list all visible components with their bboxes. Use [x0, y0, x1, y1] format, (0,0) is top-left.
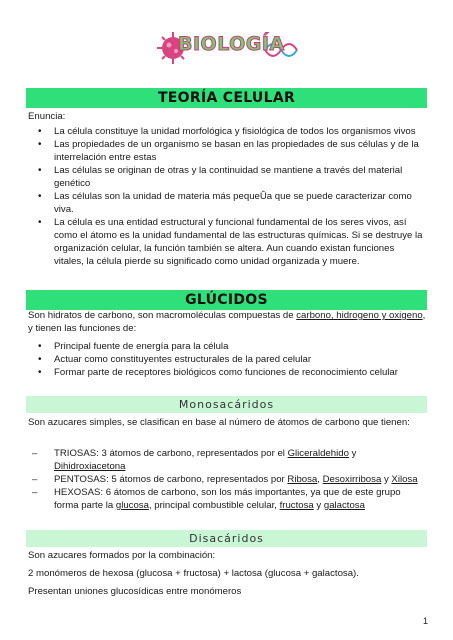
subsection-title: Disacáridos: [189, 532, 264, 545]
glucidos-intro: Son hidratos de carbono, son macromoléculas compuestas de carbono, hidrogeno y oxigeno, y tienen las funciones de:: [28, 310, 426, 334]
list-item: • Principal fuente de energía para la célula: [28, 340, 426, 353]
glucidos-bullet-list: [28, 340, 426, 379]
list-item: • Actuar como constituyentes estructurales de la pared celular: [28, 353, 426, 366]
list-item: • La célula constituye la unidad morfológica y fisiológica de todos los organismos vivos: [28, 125, 426, 138]
section-title: GLÚCIDOS: [185, 292, 268, 308]
subsection-header-monosacaridos: [26, 396, 427, 413]
teoria-bullet-list: [28, 125, 426, 268]
section-header-glucidos: [26, 290, 427, 310]
list-item: • Las propiedades de un organismo se basan en las propiedades de sus células y de la interrelación entre estas: [28, 138, 426, 164]
page-number: 1: [422, 616, 428, 626]
di-line-3: Presentan uniones glucosídicas entre monómeros: [28, 586, 242, 597]
section-header-teoria-celular: [26, 88, 427, 108]
mono-dash-list: [28, 447, 426, 512]
subsection-header-disacaridos: [26, 530, 427, 547]
list-item: – HEXOSAS: 6 átomos de carbono, son los más importantes, ya que de este grupo forma parte la glucosa, principal combustible celular, fructosa y galactosa: [28, 486, 426, 512]
list-item: • Formar parte de receptores biológicos como funciones de reconocimiento celular: [28, 366, 426, 379]
underlined-term: carbono, hidrogeno y oxigeno: [296, 310, 423, 321]
di-line-1: Son azucares formados por la combinación:: [28, 550, 216, 561]
list-item: – PENTOSAS: 5 átomos de carbono, representados por Ribosa, Desoxirribosa y Xilosa: [28, 473, 426, 486]
section-title: TEORÍA CELULAR: [157, 90, 296, 106]
list-item: • Las células se originan de otras y la continuidad se mantiene a través del material genético: [28, 164, 426, 190]
logo-text: BIOLOGÍA: [178, 33, 285, 55]
list-item: – TRIOSAS: 3 átomos de carbono, representados por el Gliceraldehido y Dihidroxiacetona: [28, 447, 426, 473]
subsection-title: Monosacáridos: [178, 398, 275, 411]
mono-intro: Son azucares simples, se clasifican en base al número de átomos de carbono que tienen:: [28, 417, 410, 428]
list-item: • La célula es una entidad estructural y funcional fundamental de los seres vivos, así como el átomo es la unidad fundamental de las estructuras químicas. Si se destruye la organización celular, la función también se altera. Aun cuando existan funciones vitales, la célula pierde su significado como unidad organizada y muere.: [28, 216, 426, 268]
di-line-2: 2 monómeros de hexosa (glucosa + fructosa) + lactosa (glucosa + galactosa).: [28, 568, 359, 579]
intro-text: Enuncia:: [28, 111, 66, 122]
list-item: • Las células son la unidad de materia más pequeÛa que se puede caracterizar como viva.: [28, 190, 426, 216]
